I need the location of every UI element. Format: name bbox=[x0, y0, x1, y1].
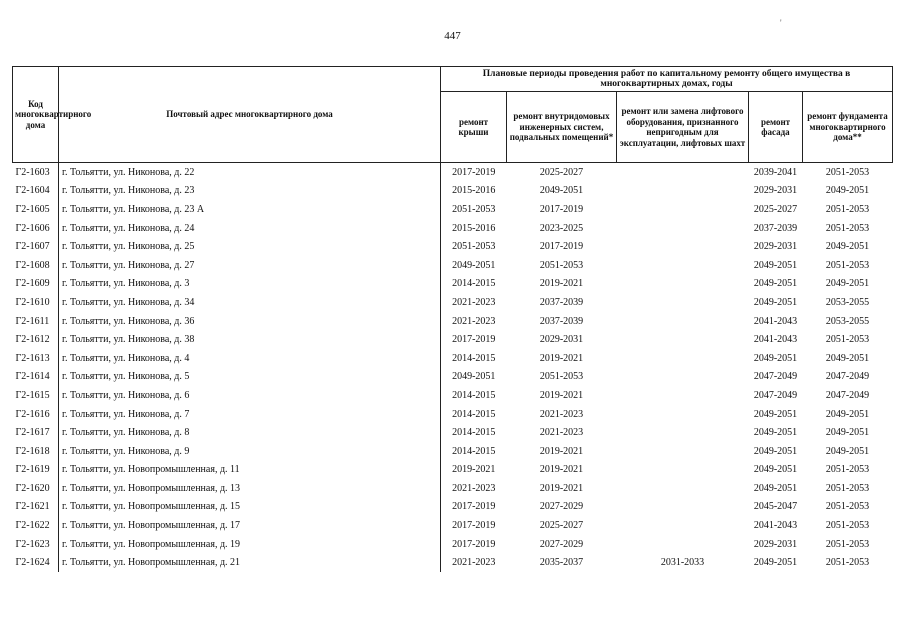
cell-facade: 2049-2051 bbox=[753, 482, 798, 494]
cell-elevator bbox=[617, 349, 749, 368]
table-row bbox=[13, 330, 893, 349]
cell-roof: 2014-2015 bbox=[441, 405, 507, 424]
table-row bbox=[13, 479, 893, 498]
capital-repair-table bbox=[12, 66, 893, 572]
cell-facade: 2037-2039 bbox=[753, 222, 798, 234]
cell-code: Г2-1615 bbox=[13, 386, 59, 405]
cell-facade: 2049-2051 bbox=[753, 296, 798, 308]
cell-facade: 2049-2051 bbox=[753, 557, 798, 569]
cell-facade: 2041-2043 bbox=[753, 315, 798, 327]
cell-code: Г2-1603 bbox=[13, 163, 59, 182]
cell-code: Г2-1624 bbox=[13, 553, 59, 572]
cell-roof: 2017-2019 bbox=[441, 516, 507, 535]
cell-engineering: 2049-2051 bbox=[539, 185, 584, 197]
cell-code: Г2-1622 bbox=[13, 516, 59, 535]
cell-address: г. Тольятти, ул. Никонова, д. 8 bbox=[59, 423, 441, 442]
cell-code: Г2-1617 bbox=[13, 423, 59, 442]
cell-elevator bbox=[617, 293, 749, 312]
cell-address: г. Тольятти, ул. Никонова, д. 9 bbox=[59, 442, 441, 461]
table-row bbox=[13, 535, 893, 554]
cell-engineering: 2051-2053 bbox=[539, 371, 584, 383]
cell-foundation: 2047-2049 bbox=[825, 371, 870, 383]
cell-roof: 2049-2051 bbox=[441, 368, 507, 387]
cell-engineering: 2019-2021 bbox=[539, 464, 584, 476]
cell-roof: 2021-2023 bbox=[441, 293, 507, 312]
cell-foundation: 2053-2055 bbox=[825, 296, 870, 308]
cell-facade: 2049-2051 bbox=[753, 464, 798, 476]
cell-facade: 2045-2047 bbox=[753, 501, 798, 513]
cell-code: Г2-1620 bbox=[13, 479, 59, 498]
cell-code: Г2-1611 bbox=[13, 312, 59, 331]
cell-roof: 2015-2016 bbox=[441, 219, 507, 238]
header-engineering: ремонт внутридомовых инженерных систем, подвальных помещений* bbox=[507, 92, 617, 163]
table-row bbox=[13, 498, 893, 517]
cell-foundation: 2053-2055 bbox=[825, 315, 870, 327]
corner-mark: ' bbox=[780, 18, 782, 28]
cell-roof: 2021-2023 bbox=[441, 312, 507, 331]
cell-engineering: 2051-2053 bbox=[539, 259, 584, 271]
cell-address: г. Тольятти, ул. Новопромышленная, д. 19 bbox=[59, 535, 441, 554]
cell-code: Г2-1623 bbox=[13, 535, 59, 554]
cell-engineering: 2029-2031 bbox=[539, 334, 584, 346]
cell-roof: 2014-2015 bbox=[441, 275, 507, 294]
cell-engineering: 2025-2027 bbox=[539, 520, 584, 532]
cell-facade: 2047-2049 bbox=[753, 371, 798, 383]
cell-code: Г2-1619 bbox=[13, 461, 59, 480]
cell-roof: 2019-2021 bbox=[441, 461, 507, 480]
cell-roof: 2015-2016 bbox=[441, 182, 507, 201]
cell-foundation: 2047-2049 bbox=[825, 389, 870, 401]
table-row bbox=[13, 461, 893, 480]
cell-foundation: 2051-2053 bbox=[825, 520, 870, 532]
cell-address: г. Тольятти, ул. Никонова, д. 23 bbox=[59, 182, 441, 201]
header-elevator: ремонт или замена лифтового оборудования, признанного непригодным для эксплуатации, лифтовых шахт bbox=[617, 92, 749, 163]
cell-address: г. Тольятти, ул. Никонова, д. 6 bbox=[59, 386, 441, 405]
cell-address: г. Тольятти, ул. Новопромышленная, д. 11 bbox=[59, 461, 441, 480]
cell-elevator bbox=[617, 386, 749, 405]
cell-foundation: 2049-2051 bbox=[825, 427, 870, 439]
cell-roof: 2014-2015 bbox=[441, 386, 507, 405]
cell-code: Г2-1609 bbox=[13, 275, 59, 294]
cell-roof: 2021-2023 bbox=[441, 553, 507, 572]
cell-engineering: 2023-2025 bbox=[539, 222, 584, 234]
header-facade: ремонт фасада bbox=[749, 92, 803, 163]
cell-engineering: 2027-2029 bbox=[539, 501, 584, 513]
cell-elevator: 2031-2033 bbox=[660, 557, 705, 569]
cell-code: Г2-1604 bbox=[13, 182, 59, 201]
cell-address: г. Тольятти, ул. Никонова, д. 36 bbox=[59, 312, 441, 331]
cell-engineering: 2037-2039 bbox=[539, 315, 584, 327]
cell-code: Г2-1606 bbox=[13, 219, 59, 238]
cell-elevator bbox=[617, 163, 749, 182]
table-row bbox=[13, 200, 893, 219]
cell-elevator bbox=[617, 516, 749, 535]
cell-code: Г2-1621 bbox=[13, 498, 59, 517]
cell-elevator bbox=[617, 423, 749, 442]
cell-code: Г2-1612 bbox=[13, 330, 59, 349]
header-code: Код многоквартирного дома bbox=[13, 67, 59, 163]
cell-elevator bbox=[617, 368, 749, 387]
cell-roof: 2014-2015 bbox=[441, 349, 507, 368]
cell-code: Г2-1610 bbox=[13, 293, 59, 312]
cell-address: г. Тольятти, ул. Никонова, д. 3 bbox=[59, 275, 441, 294]
cell-foundation: 2051-2053 bbox=[825, 334, 870, 346]
cell-facade: 2047-2049 bbox=[753, 389, 798, 401]
cell-elevator bbox=[617, 442, 749, 461]
cell-address: г. Тольятти, ул. Новопромышленная, д. 13 bbox=[59, 479, 441, 498]
cell-foundation: 2051-2053 bbox=[825, 259, 870, 271]
cell-facade: 2049-2051 bbox=[753, 408, 798, 420]
cell-foundation: 2049-2051 bbox=[825, 241, 870, 253]
cell-foundation: 2051-2053 bbox=[825, 464, 870, 476]
table-row bbox=[13, 293, 893, 312]
cell-code: Г2-1608 bbox=[13, 256, 59, 275]
table-row bbox=[13, 386, 893, 405]
table-row bbox=[13, 163, 893, 182]
cell-facade: 2049-2051 bbox=[753, 352, 798, 364]
table-row bbox=[13, 312, 893, 331]
cell-engineering: 2035-2037 bbox=[539, 557, 584, 569]
cell-code: Г2-1605 bbox=[13, 200, 59, 219]
cell-engineering: 2019-2021 bbox=[539, 482, 584, 494]
cell-foundation: 2051-2053 bbox=[825, 166, 870, 178]
cell-elevator bbox=[617, 479, 749, 498]
cell-code: Г2-1616 bbox=[13, 405, 59, 424]
table-row bbox=[13, 442, 893, 461]
cell-roof: 2049-2051 bbox=[441, 256, 507, 275]
table-row bbox=[13, 553, 893, 572]
table-row bbox=[13, 349, 893, 368]
cell-engineering: 2027-2029 bbox=[539, 538, 584, 550]
cell-facade: 2041-2043 bbox=[753, 334, 798, 346]
table-row bbox=[13, 182, 893, 201]
table-row bbox=[13, 219, 893, 238]
table-row bbox=[13, 516, 893, 535]
cell-foundation: 2051-2053 bbox=[825, 557, 870, 569]
cell-foundation: 2051-2053 bbox=[825, 482, 870, 494]
cell-facade: 2041-2043 bbox=[753, 520, 798, 532]
cell-foundation: 2049-2051 bbox=[825, 408, 870, 420]
cell-elevator bbox=[617, 405, 749, 424]
header-periods: Плановые периоды проведения работ по капитальному ремонту общего имущества в многоквартирных домах, годы bbox=[441, 67, 893, 92]
cell-address: г. Тольятти, ул. Никонова, д. 38 bbox=[59, 330, 441, 349]
cell-address: г. Тольятти, ул. Никонова, д. 4 bbox=[59, 349, 441, 368]
cell-roof: 2021-2023 bbox=[441, 479, 507, 498]
cell-elevator bbox=[617, 330, 749, 349]
cell-engineering: 2019-2021 bbox=[539, 352, 584, 364]
cell-elevator bbox=[617, 498, 749, 517]
cell-roof: 2051-2053 bbox=[441, 237, 507, 256]
cell-engineering: 2019-2021 bbox=[539, 445, 584, 457]
cell-roof: 2017-2019 bbox=[441, 498, 507, 517]
cell-foundation: 2051-2053 bbox=[825, 203, 870, 215]
cell-elevator bbox=[617, 219, 749, 238]
cell-address: г. Тольятти, ул. Никонова, д. 24 bbox=[59, 219, 441, 238]
cell-facade: 2025-2027 bbox=[753, 203, 798, 215]
cell-facade: 2049-2051 bbox=[753, 445, 798, 457]
header-roof: ремонт крыши bbox=[441, 92, 507, 163]
table-row bbox=[13, 423, 893, 442]
cell-address: г. Тольятти, ул. Никонова, д. 5 bbox=[59, 368, 441, 387]
cell-address: г. Тольятти, ул. Никонова, д. 25 bbox=[59, 237, 441, 256]
cell-address: г. Тольятти, ул. Никонова, д. 22 bbox=[59, 163, 441, 182]
cell-address: г. Тольятти, ул. Никонова, д. 34 bbox=[59, 293, 441, 312]
table-row bbox=[13, 275, 893, 294]
cell-engineering: 2025-2027 bbox=[539, 166, 584, 178]
cell-roof: 2014-2015 bbox=[441, 442, 507, 461]
cell-engineering: 2021-2023 bbox=[539, 408, 584, 420]
table-body bbox=[13, 163, 893, 573]
cell-foundation: 2049-2051 bbox=[825, 185, 870, 197]
cell-elevator bbox=[617, 237, 749, 256]
cell-foundation: 2051-2053 bbox=[825, 501, 870, 513]
cell-engineering: 2017-2019 bbox=[539, 241, 584, 253]
cell-address: г. Тольятти, ул. Никонова, д. 27 bbox=[59, 256, 441, 275]
cell-facade: 2049-2051 bbox=[753, 427, 798, 439]
cell-code: Г2-1613 bbox=[13, 349, 59, 368]
cell-foundation: 2049-2051 bbox=[825, 445, 870, 457]
cell-elevator bbox=[617, 312, 749, 331]
page-number: 447 bbox=[444, 30, 461, 42]
cell-facade: 2029-2031 bbox=[753, 241, 798, 253]
cell-address: г. Тольятти, ул. Новопромышленная, д. 17 bbox=[59, 516, 441, 535]
table-row bbox=[13, 405, 893, 424]
cell-foundation: 2049-2051 bbox=[825, 278, 870, 290]
cell-roof: 2051-2053 bbox=[441, 200, 507, 219]
cell-roof: 2017-2019 bbox=[441, 330, 507, 349]
cell-elevator bbox=[617, 200, 749, 219]
cell-facade: 2049-2051 bbox=[753, 278, 798, 290]
cell-elevator bbox=[617, 182, 749, 201]
cell-address: г. Тольятти, ул. Новопромышленная, д. 15 bbox=[59, 498, 441, 517]
cell-roof: 2017-2019 bbox=[441, 535, 507, 554]
cell-roof: 2014-2015 bbox=[441, 423, 507, 442]
cell-elevator bbox=[617, 275, 749, 294]
cell-roof: 2017-2019 bbox=[441, 163, 507, 182]
cell-engineering: 2021-2023 bbox=[539, 427, 584, 439]
cell-facade: 2049-2051 bbox=[753, 259, 798, 271]
cell-engineering: 2037-2039 bbox=[539, 296, 584, 308]
cell-elevator bbox=[617, 535, 749, 554]
cell-foundation: 2051-2053 bbox=[825, 222, 870, 234]
cell-engineering: 2019-2021 bbox=[539, 389, 584, 401]
cell-foundation: 2051-2053 bbox=[825, 538, 870, 550]
table-row bbox=[13, 237, 893, 256]
header-foundation: ремонт фундамента многоквартирного дома** bbox=[803, 92, 893, 163]
cell-facade: 2029-2031 bbox=[753, 185, 798, 197]
cell-foundation: 2049-2051 bbox=[825, 352, 870, 364]
cell-engineering: 2017-2019 bbox=[539, 203, 584, 215]
cell-elevator bbox=[617, 256, 749, 275]
cell-facade: 2039-2041 bbox=[753, 166, 798, 178]
table-row bbox=[13, 256, 893, 275]
cell-address: г. Тольятти, ул. Никонова, д. 7 bbox=[59, 405, 441, 424]
table-row bbox=[13, 368, 893, 387]
header-address: Почтовый адрес многоквартирного дома bbox=[59, 67, 441, 163]
cell-code: Г2-1618 bbox=[13, 442, 59, 461]
cell-address: г. Тольятти, ул. Никонова, д. 23 А bbox=[59, 200, 441, 219]
cell-code: Г2-1607 bbox=[13, 237, 59, 256]
cell-engineering: 2019-2021 bbox=[539, 278, 584, 290]
cell-elevator bbox=[617, 461, 749, 480]
cell-address: г. Тольятти, ул. Новопромышленная, д. 21 bbox=[59, 553, 441, 572]
cell-facade: 2029-2031 bbox=[753, 538, 798, 550]
cell-code: Г2-1614 bbox=[13, 368, 59, 387]
